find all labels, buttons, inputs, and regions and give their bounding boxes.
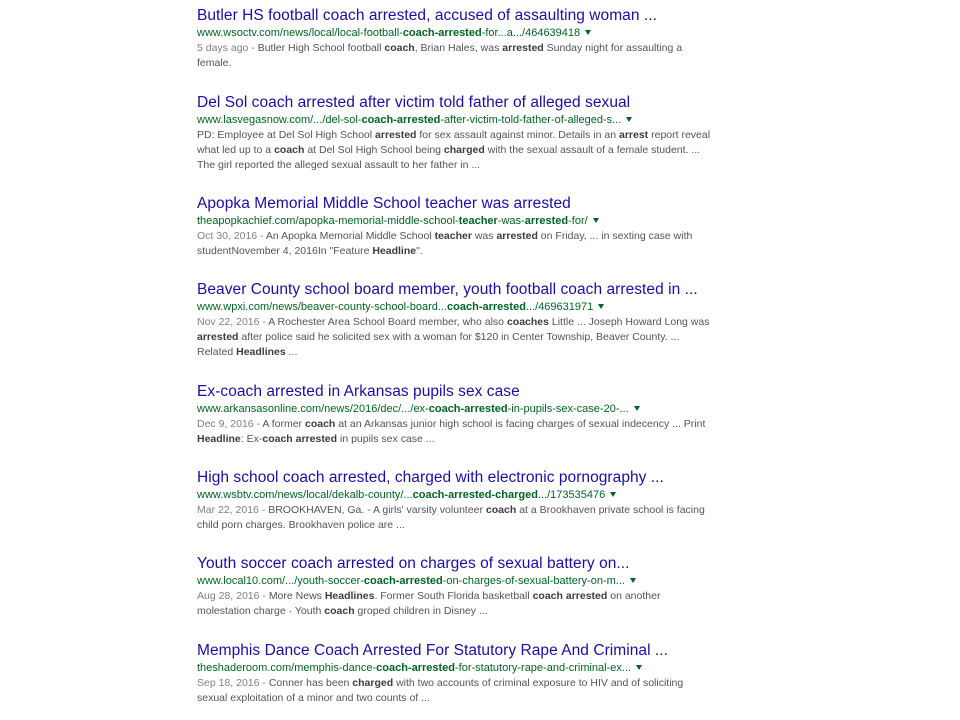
highlighted-term: teacher	[458, 215, 498, 227]
result-url[interactable]: www.arkansasonline.com/news/2016/dec/.../ex-coach-arrested-in-pupils-sex-case-20-...	[197, 403, 629, 415]
result-url[interactable]: www.wsoctv.com/news/local/local-football-coach-arrested-for...a.../464639418	[197, 27, 581, 39]
caret-down-icon[interactable]	[598, 304, 604, 309]
caret-down-icon[interactable]	[634, 406, 640, 411]
result-snippet: Aug 28, 2016 - More News Headlines. Former South Florida basketball coach arrested on another molestation charge · Youth coach groped children in Disney ...	[197, 590, 661, 617]
highlighted-term: arrested	[502, 42, 544, 54]
result-snippet: PD: Employee at Del Sol High School arrested for sex assault against minor. Details in an arrest report reveal what led up to a coach at Del Sol High School being charged with the sexual assault of a female student. ... The girl reported the alleged sexual assault to her father in ...	[197, 129, 711, 171]
highlighted-term: coach-arrested	[376, 662, 456, 674]
result-date: Sep 18, 2016 -	[197, 677, 269, 689]
result-url-row	[197, 402, 717, 416]
highlighted-term: coaches	[506, 316, 549, 328]
highlighted-term: arrested	[375, 129, 417, 141]
highlighted-term: coach-arrested	[447, 301, 526, 313]
search-result	[197, 280, 717, 360]
caret-down-icon[interactable]	[630, 578, 636, 583]
search-result	[197, 382, 717, 447]
caret-down-icon[interactable]	[593, 218, 599, 223]
result-title-link[interactable]: Butler HS football coach arrested, accused of assaulting woman ...	[197, 7, 657, 24]
result-snippet: Sep 18, 2016 - Conner has been charged with two accounts of criminal exposure to HIV and of soliciting sexual exploitation of a minor and two counts of ...	[197, 677, 684, 704]
highlighted-term: arrest	[618, 129, 649, 141]
highlighted-term: coach	[304, 418, 336, 430]
result-snippet: Nov 22, 2016 - A Rochester Area School Board member, who also coaches Little ... Joseph Howard Long was arrested after police said he solicited sex with a woman for $120 in Center Township, Beaver County. ... Related Headlines ...	[197, 316, 710, 358]
result-snippet: Oct 30, 2016 - An Apopka Memorial Middle School teacher was arrested on Friday, ... in sexting case with studentNovember 4, 2016In "Feature Headline".	[197, 230, 693, 257]
highlighted-term: coach arrested	[262, 433, 338, 445]
caret-down-icon[interactable]	[585, 30, 591, 35]
highlighted-term: coach-arrested-charged	[412, 489, 538, 501]
result-date: Dec 9, 2016 -	[197, 418, 263, 430]
highlighted-term: coach-arrested	[363, 575, 443, 587]
result-title-link[interactable]: Ex-coach arrested in Arkansas pupils sex case	[197, 383, 520, 400]
highlighted-term: Headline	[372, 245, 417, 257]
highlighted-term: coach	[324, 605, 355, 617]
result-snippet: 5 days ago - Butler High School football coach, Brian Hales, was arrested Sunday night for assaulting a female.	[197, 42, 683, 69]
highlighted-term: arrested	[197, 331, 239, 343]
result-url-row	[197, 26, 717, 40]
result-url[interactable]: www.wsbtv.com/news/local/dekalb-county/...coach-arrested-charged.../173535476	[197, 489, 606, 501]
highlighted-term: coach-arrested	[428, 403, 508, 415]
result-title-link[interactable]: Beaver County school board member, youth football coach arrested in ...	[197, 281, 698, 298]
highlighted-term: coach	[485, 504, 517, 516]
highlighted-term: arrested	[496, 230, 538, 242]
highlighted-term: charged	[352, 677, 394, 689]
result-url[interactable]: theapopkachief.com/apopka-memorial-middle-school-teacher-was-arrested-for/	[197, 215, 588, 227]
result-title-link[interactable]: High school coach arrested, charged with electronic pornography ...	[197, 469, 664, 486]
result-date: Aug 28, 2016 -	[197, 590, 269, 602]
highlighted-term: coach arrested	[532, 590, 608, 602]
result-date: Nov 22, 2016 -	[197, 316, 269, 328]
highlighted-term: teacher	[434, 230, 472, 242]
search-result	[197, 554, 717, 619]
result-url-row	[197, 661, 717, 675]
highlighted-term: Headline	[197, 433, 241, 445]
highlighted-term: arrested	[524, 215, 569, 227]
caret-down-icon[interactable]	[610, 492, 616, 497]
highlighted-term: Headlines	[236, 346, 286, 358]
result-title-link[interactable]: Youth soccer coach arrested on charges of sexual battery on...	[197, 555, 630, 572]
result-date: Oct 30, 2016 -	[197, 230, 266, 242]
search-result	[197, 641, 717, 706]
result-url[interactable]: www.wpxi.com/news/beaver-county-school-board...coach-arrested.../469631971	[197, 301, 594, 313]
highlighted-term: charged	[443, 144, 485, 156]
search-result	[197, 93, 717, 173]
result-url-row	[197, 300, 717, 314]
result-url-row	[197, 488, 717, 502]
highlighted-term: coach-arrested	[402, 27, 482, 39]
search-result	[197, 6, 717, 71]
result-title-link[interactable]: Del Sol coach arrested after victim told father of alleged sexual	[197, 94, 631, 111]
result-date: Mar 22, 2016 -	[197, 504, 269, 516]
highlighted-term: coach	[384, 42, 415, 54]
highlighted-term: coach-arrested	[361, 114, 441, 126]
result-url[interactable]: theshaderoom.com/memphis-dance-coach-arrested-for-statutory-rape-and-criminal-ex...	[197, 662, 632, 674]
result-snippet: Mar 22, 2016 - BROOKHAVEN, Ga. - A girls' varsity volunteer coach at a Brookhaven private school is facing child porn charges. Brookhaven police are ...	[197, 504, 705, 531]
result-snippet: Dec 9, 2016 - A former coach at an Arkansas junior high school is facing charges of sexual indecency ... Print Headline: Ex-coach arrested in pupils sex case ...	[197, 418, 706, 445]
search-result	[197, 194, 717, 259]
result-url[interactable]: www.local10.com/.../youth-soccer-coach-arrested-on-charges-of-sexual-battery-on-m...	[197, 575, 625, 587]
result-title-link[interactable]: Apopka Memorial Middle School teacher was arrested	[197, 195, 571, 212]
caret-down-icon[interactable]	[636, 665, 642, 670]
result-url-row	[197, 574, 717, 588]
caret-down-icon[interactable]	[626, 117, 632, 122]
result-title-link[interactable]: Memphis Dance Coach Arrested For Statutory Rape And Criminal ...	[197, 642, 668, 659]
search-result	[197, 468, 717, 533]
highlighted-term: coach	[274, 144, 305, 156]
result-url[interactable]: www.lasvegasnow.com/.../del-sol-coach-arrested-after-victim-told-father-of-alleged-s...	[197, 114, 622, 126]
highlighted-term: Headlines	[324, 590, 375, 602]
result-date: 5 days ago -	[197, 42, 258, 54]
result-url-row	[197, 214, 717, 228]
result-url-row	[197, 113, 717, 127]
